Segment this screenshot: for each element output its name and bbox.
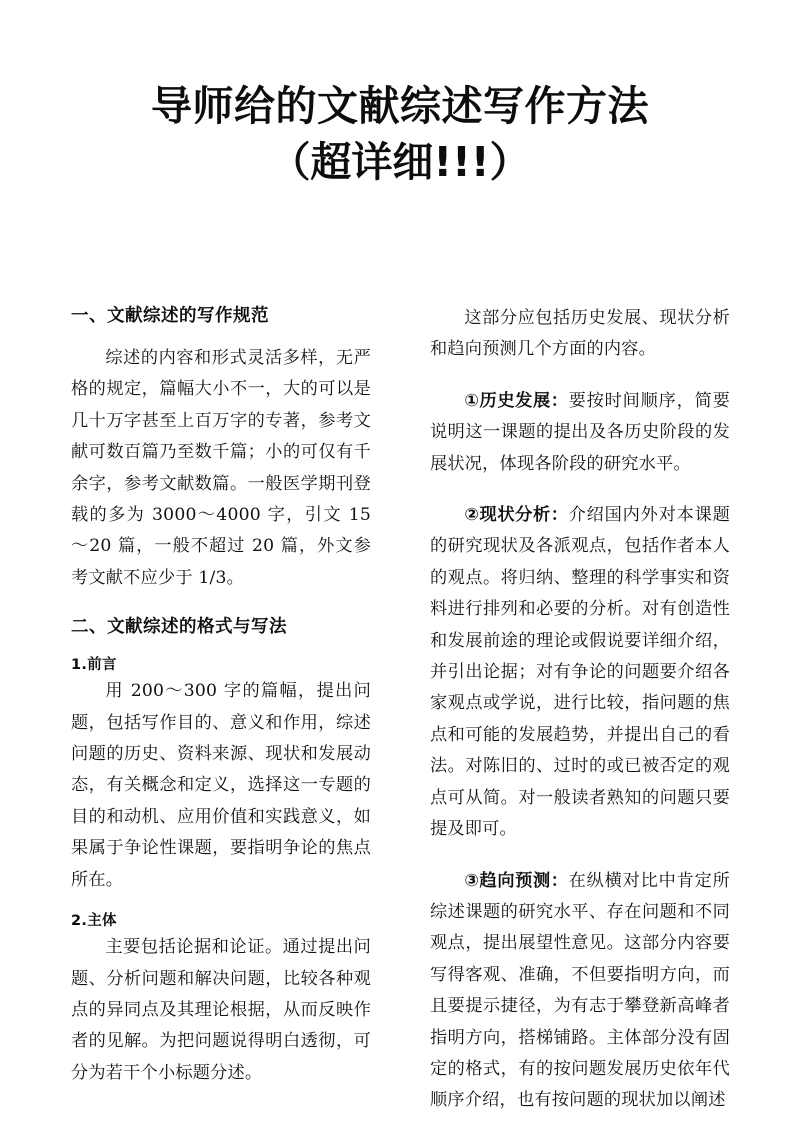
page-title: [60, 78, 740, 190]
right-item-1-lead: ①历史发展：: [464, 390, 569, 411]
right-item-1-text: 要按时间顺序，简要说明这一课题的提出及各历史阶段的发展状况，体现各阶段的研究水平。: [430, 390, 730, 474]
right-paragraph-intro: 这部分应包括历史发展、现状分析和趋向预测几个方面的内容。: [430, 308, 730, 360]
left-paragraph-3: 主要包括论据和论证。通过提出问题、分析问题和解决问题，比较各种观点的异同点及其理论根据，从而反映作者的见解。为把问题说得明白透彻，可分为若干个小标题分述。: [71, 937, 371, 1083]
right-item-2-text: 介绍国内外对本课题的研究现状及各派观点，包括作者本人的观点。将归纳、整理的科学事实和资料进行排列和必要的分析。对有创造性和发展前途的理论或假说要详细介绍，并引出论据；对有争论的问题要介绍各家观点或学说，进行比较，指问题的焦点和可能的发展趋势，并提出自己的看法。对陈旧的、过时的或已被否定的观点可从简。对一般读者熟知的问题只要提及即可。: [430, 505, 730, 840]
section-heading-two: 二、文献综述的格式与写法: [71, 617, 287, 638]
two-column-body: [71, 303, 730, 1111]
right-item-1: [430, 386, 730, 480]
left-column: [71, 303, 371, 1089]
right-item-3: [430, 866, 730, 1117]
page-title-line-2: （超详细!!!）: [269, 138, 531, 186]
section-heading-one: 一、文献综述的写作规范: [71, 306, 269, 326]
sub-heading-main-body: 2.主体: [71, 913, 117, 930]
right-item-3-text: 在纵横对比中肯定所综述课题的研究水平、存在问题和不同观点，提出展望性意见。这部分内容要写得客观、准确，不但要指明方向，而且要提示捷径，为有志于攀登新高峰者指明方向，搭梯铺路。主体部分没有固定的格式，有的按问题发展历史依年代顺序介绍，也有按问题的现状加以阐述: [430, 870, 730, 1111]
page-title-line-1: 导师给的文献综述写作方法: [151, 82, 649, 130]
left-paragraph-1: 综述的内容和形式灵活多样，无严格的规定，篇幅大小不一，大的可以是几十万字甚至上百万字的专著，参考文献可数百篇乃至数千篇；小的可仅有千余字，参考文献数篇。一般医学期刊登载的多为 3000～4000 字，引文 15～20 篇，一般不超过 20 篇，外文参考文献不应少于 1/3。: [71, 348, 371, 588]
left-paragraph-2: 用 200～300 字的篇幅，提出问题，包括写作目的、意义和作用，综述问题的历史、资料来源、现状和发展动态，有关概念和定义，选择这一专题的目的和动机、应用价值和实践意义，如果属于争论性课题，要指明争论的焦点所在。: [71, 681, 371, 890]
right-column: [430, 303, 730, 1117]
sub-heading-preface: 1.前言: [71, 657, 117, 674]
right-item-3-lead: ③趋向预测：: [464, 870, 569, 891]
right-item-2: [430, 500, 730, 845]
right-item-2-lead: ②现状分析：: [464, 505, 569, 526]
